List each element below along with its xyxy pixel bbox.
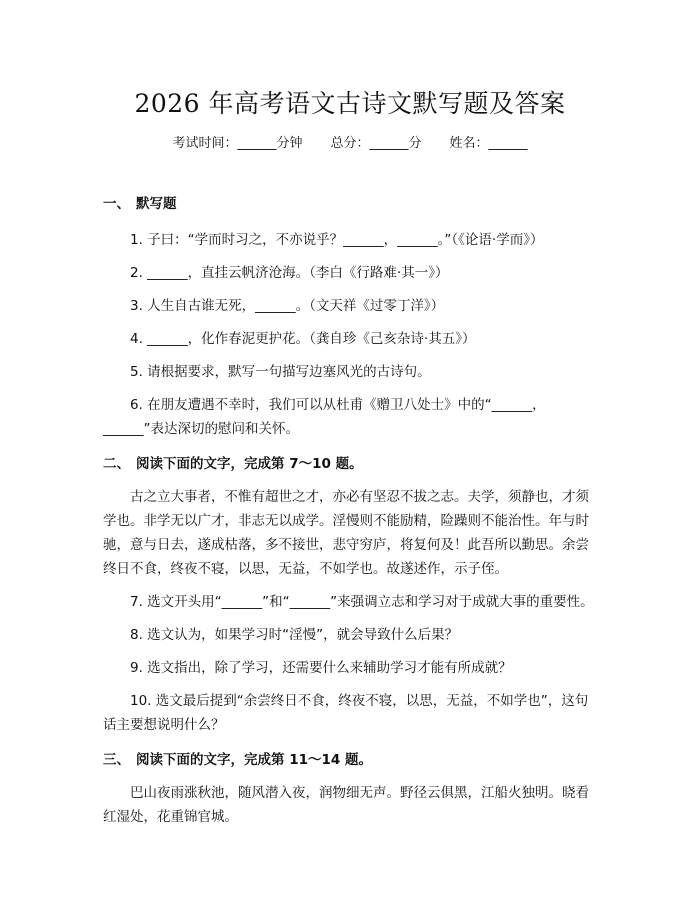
question: 5. 请根据要求，默写一句描写边塞风光的古诗句。 <box>130 364 431 380</box>
exam-time: 考试时间：______分钟 <box>172 136 303 151</box>
document-body <box>103 190 599 829</box>
question: 6. 在朋友遭遇不幸时，我们可以从杜甫《赠卫八处士》中的“______，______”表达深切的慰问和关怀。 <box>103 397 546 437</box>
section-heading: 一、 默写题 <box>103 196 177 212</box>
question: 3. 人生自古谁无死，______。（文天祥《过零丁洋》） <box>130 298 445 314</box>
total-score: 总分：______分 <box>330 136 422 151</box>
question: 7. 选文开头用“______”和“______”来强调立志和学习对于成就大事的重要性。 <box>130 594 594 610</box>
question: 1. 子曰：“学而时习之，不亦说乎？______，______。”（《论语·学而》） <box>130 232 544 248</box>
section-heading: 二、 阅读下面的文字，完成第 7～10 题。 <box>103 456 363 472</box>
exam-meta <box>0 132 700 151</box>
page-title: 2026 年高考语文古诗文默写题及答案 <box>134 89 566 118</box>
section-heading: 三、 阅读下面的文字，完成第 11～14 题。 <box>103 752 372 768</box>
reading-passage: 巴山夜雨涨秋池，随风潜入夜，润物细无声。野径云俱黑，江船火独明。晓看红湿处，花重锦官城。 <box>103 785 589 825</box>
question: 9. 选文指出，除了学习，还需要什么来辅助学习才能有所成就？ <box>130 660 512 676</box>
question: 2. ______，直挂云帆济沧海。（李白《行路难·其一》） <box>130 265 449 281</box>
question: 8. 选文认为，如果学习时“淫慢”，就会导致什么后果？ <box>130 627 459 643</box>
reading-passage: 古之立大事者，不惟有超世之才，亦必有坚忍不拔之志。夫学，须静也，才须学也。非学无以广才，非志无以成学。淫慢则不能励精，险躁则不能治性。年与时驰，意与日去，遂成枯落，多不接世，悲守穷庐，将复何及！此吾所以勤思。余尝终日不食，终夜不寝，以思，无益，不如学也。故遂述作，示子侄。 <box>103 489 589 577</box>
question: 4. ______，化作春泥更护花。（龚自珍《己亥杂诗·其五》） <box>130 331 476 347</box>
question: 10. 选文最后提到“余尝终日不食，终夜不寝，以思，无益，不如学也”，这句话主要想说明什么？ <box>103 693 589 733</box>
student-name: 姓名：______ <box>449 136 528 151</box>
